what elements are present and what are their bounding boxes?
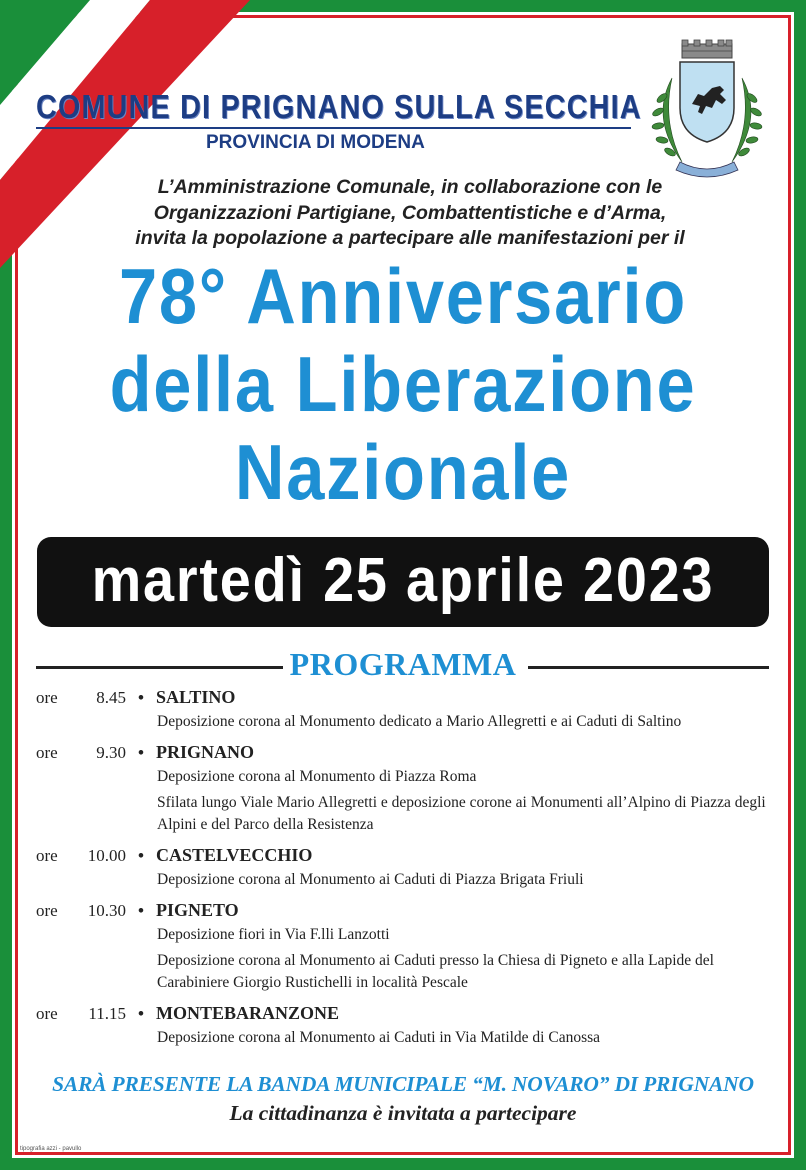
- ore-label: ore: [36, 743, 58, 762]
- municipal-coat-of-arms-icon: [642, 38, 772, 184]
- event-description: Deposizione corona al Monumento ai Caduti in Via Matilde di Canossa: [157, 1029, 601, 1046]
- intro-line: L’Amministrazione Comunale, in collaborazione con le: [157, 176, 663, 198]
- program-item: [36, 686, 776, 733]
- municipality-title: COMUNE DI PRIGNANO SULLA SECCHIA: [36, 88, 642, 125]
- province-label: PROVINCIA DI MODENA: [206, 132, 425, 153]
- event-description: Sfilata lungo Viale Mario Allegretti e deposizione corone ai Monumenti all’Alpino di Piazza degli Alpini e del Parco della Resistenza: [157, 794, 766, 833]
- intro-text: [90, 175, 730, 252]
- citizen-invitation: La cittadinanza è invitata a partecipare: [229, 1101, 577, 1125]
- event-date: martedì 25 aprile 2023: [91, 546, 715, 615]
- event-location: CASTELVECCHIO: [156, 845, 313, 865]
- ore-label: ore: [36, 1004, 58, 1023]
- divider-right: [528, 666, 769, 669]
- event-location: MONTEBARANZONE: [156, 1003, 340, 1023]
- header-underline: [36, 127, 631, 129]
- band-announcement: SARÀ PRESENTE LA BANDA MUNICIPALE “M. NOVARO” DI PRIGNANO: [52, 1072, 754, 1096]
- event-description: Deposizione corona al Monumento di Piazza Roma: [157, 768, 477, 785]
- program-item: [36, 1002, 776, 1049]
- printer-credit: tipografia azzi - pavullo: [20, 1146, 82, 1152]
- headline-line: 78° Anniversario: [118, 252, 688, 340]
- bullet: •: [138, 846, 144, 865]
- event-time: 11.15: [88, 1004, 126, 1023]
- event-date-banner: [37, 537, 769, 627]
- event-time: 10.00: [87, 846, 126, 865]
- bullet: •: [138, 1004, 144, 1023]
- program-list: [36, 686, 776, 1057]
- program-title: PROGRAMMA: [289, 646, 517, 682]
- event-time: 9.30: [96, 743, 126, 762]
- event-location: PRIGNANO: [156, 742, 254, 762]
- event-description: Deposizione fiori in Via F.lli Lanzotti: [157, 926, 390, 943]
- headline-line: Nazionale: [234, 428, 572, 516]
- event-location: PIGNETO: [156, 900, 239, 920]
- program-item: [36, 899, 776, 994]
- ore-label: ore: [36, 688, 58, 707]
- divider-left: [36, 666, 283, 669]
- program-item: [36, 844, 776, 891]
- bullet: •: [138, 901, 144, 920]
- intro-line: Organizzazioni Partigiane, Combattentistiche e d’Arma,: [153, 201, 667, 224]
- intro-line: invita la popolazione a partecipare alle manifestazioni per il: [135, 227, 685, 249]
- anniversary-headline: [40, 252, 766, 516]
- ore-label: ore: [36, 901, 58, 920]
- crown-icon: [682, 40, 732, 58]
- bullet: •: [138, 743, 144, 762]
- event-location: SALTINO: [156, 687, 236, 707]
- event-description: Deposizione corona al Monumento ai Caduti di Piazza Brigata Friuli: [157, 871, 584, 888]
- event-time: 10.30: [87, 901, 126, 920]
- headline-line: della Liberazione: [109, 340, 697, 428]
- program-item: [36, 741, 776, 836]
- event-time: 8.45: [96, 688, 126, 707]
- ore-label: ore: [36, 846, 58, 865]
- event-description: Deposizione corona al Monumento dedicato a Mario Allegretti e ai Caduti di Saltino: [157, 713, 682, 730]
- event-description: Deposizione corona al Monumento ai Caduti presso la Chiesa di Pigneto e alla Lapide del Carabiniere Giorgio Rustichelli in località Pescale: [157, 952, 714, 991]
- bullet: •: [138, 688, 144, 707]
